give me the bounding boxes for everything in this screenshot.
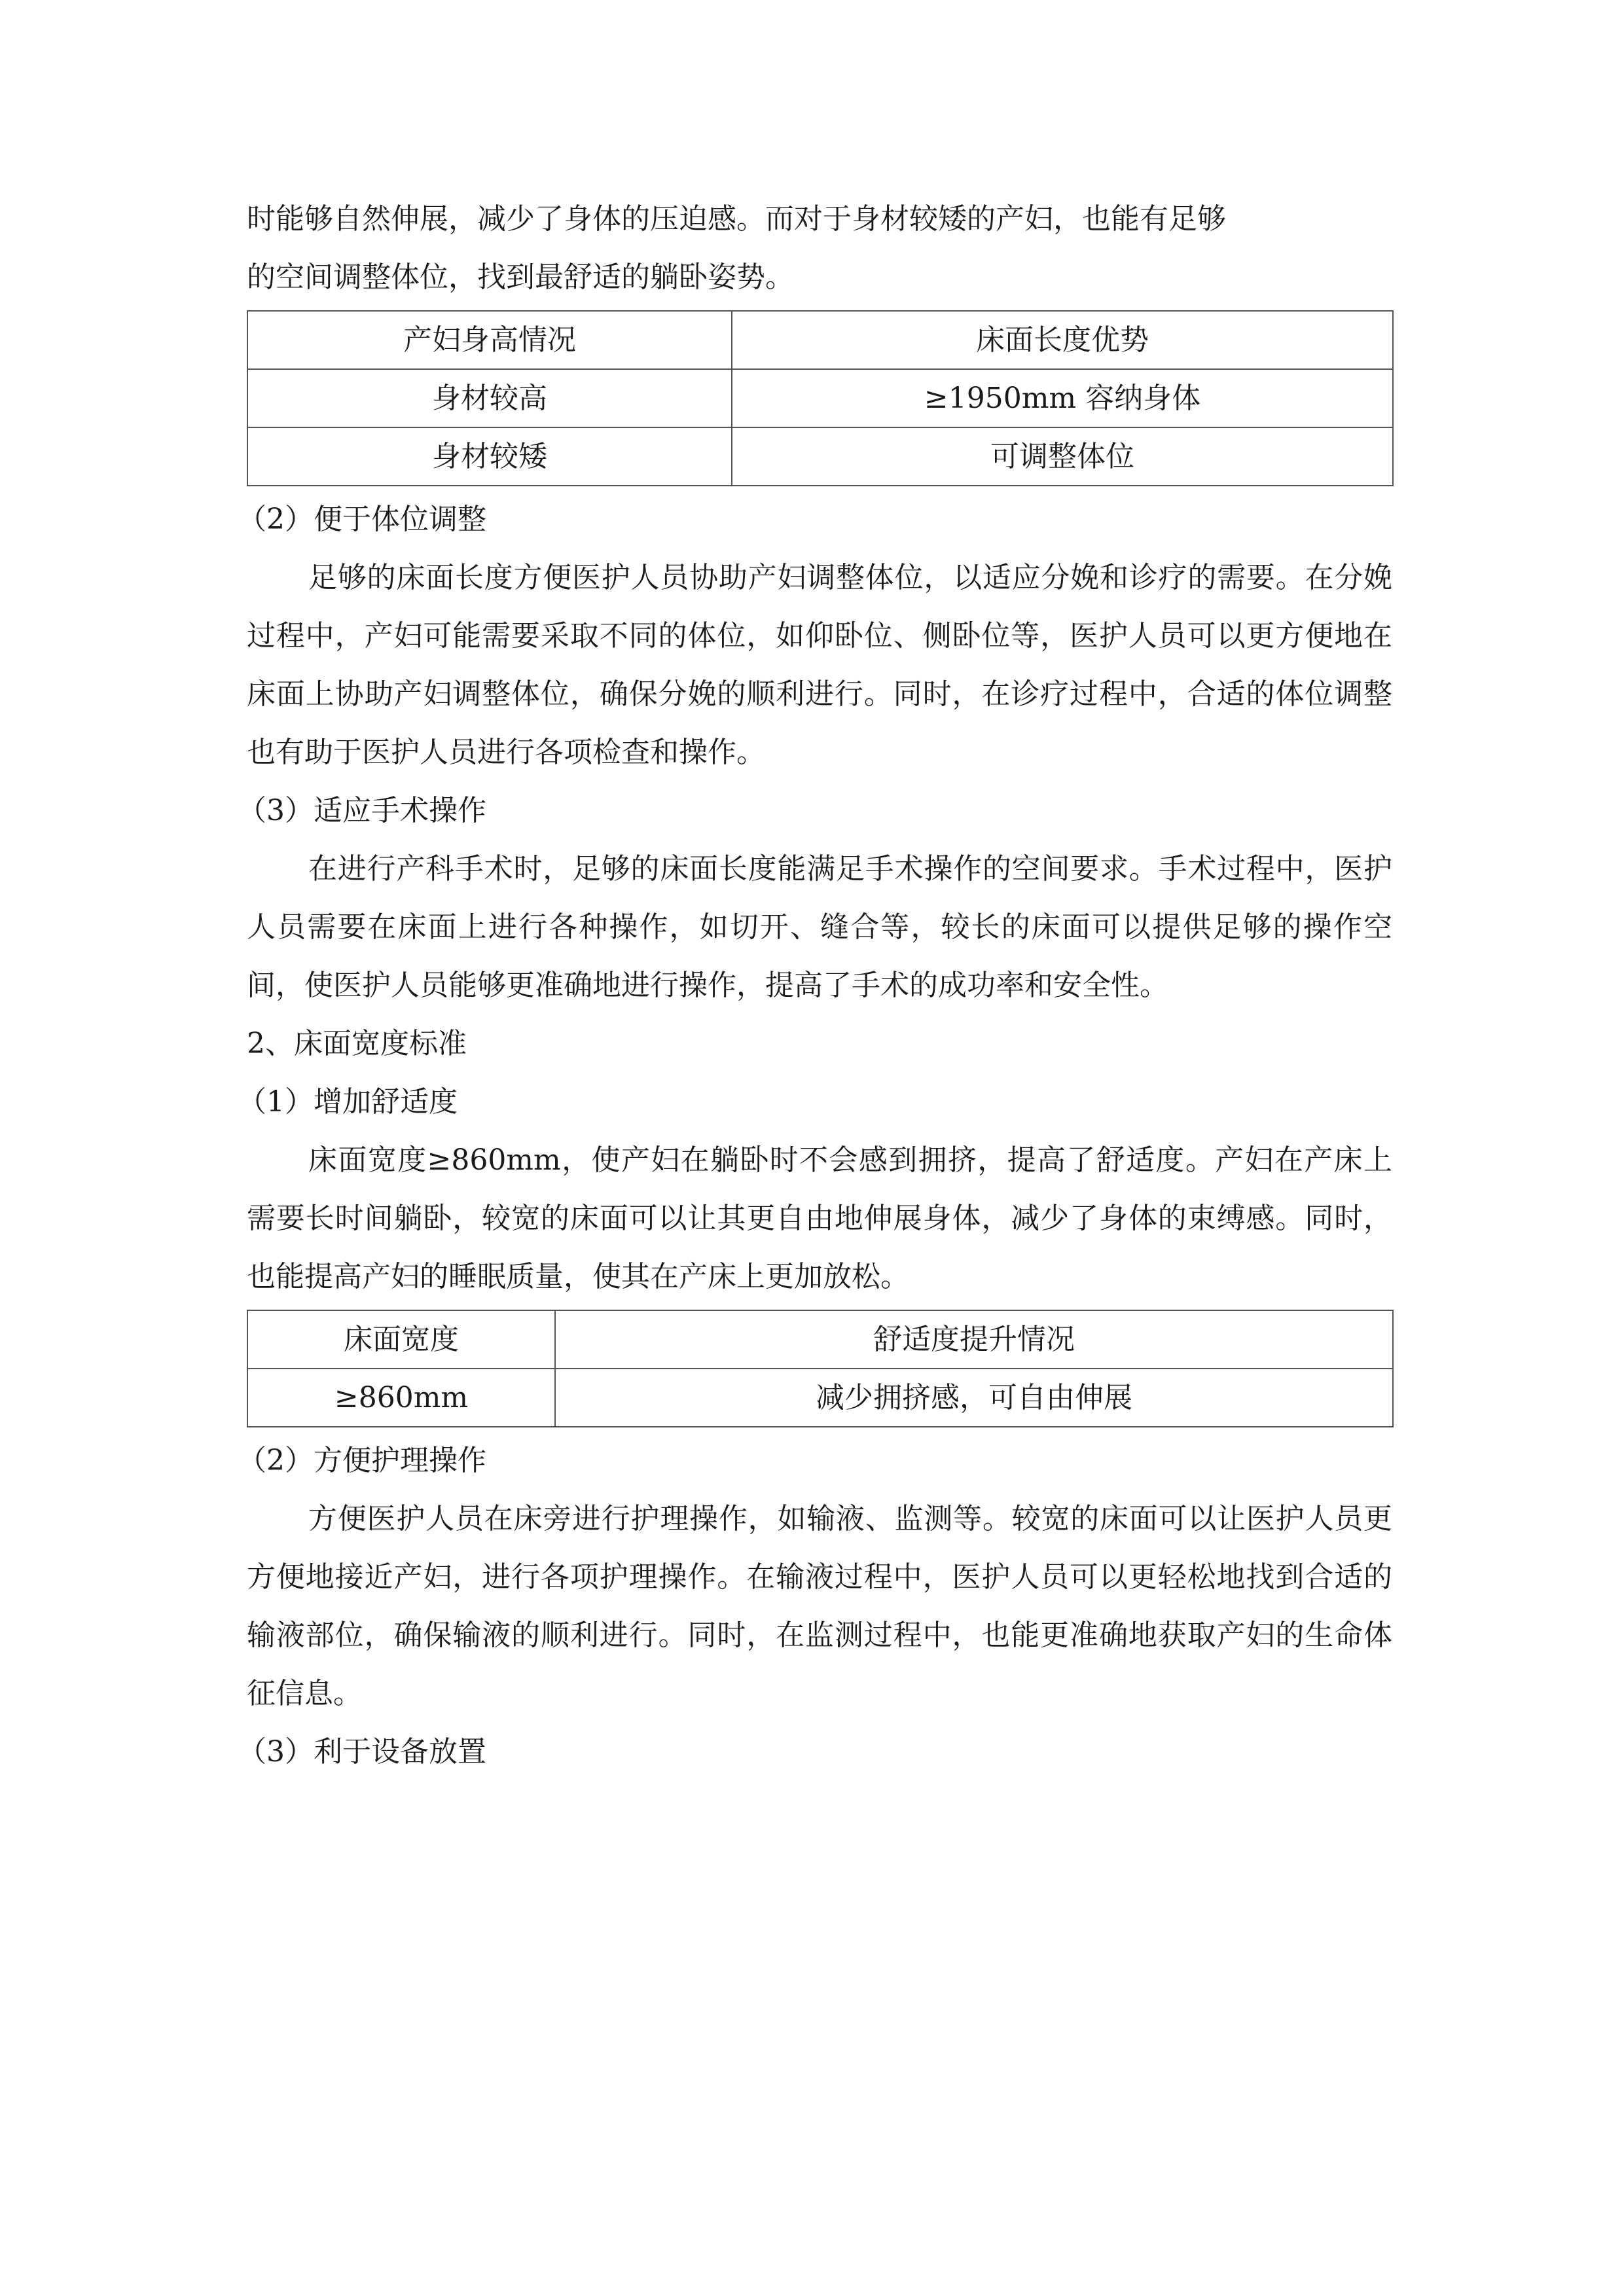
- section-body-surgery: 在进行产科手术时，足够的床面长度能满足手术操作的空间要求。手术过程中，医护人员需要在床面上进行各种操作，如切开、缝合等，较长的床面可以提供足够的操作空间，使医护人员能够更准确地进行操作，提高了手术的成功率和安全性。: [247, 852, 1392, 1002]
- section-heading-equipment: （3）利于设备放置: [238, 1735, 486, 1768]
- section-heading-comfort: （1）增加舒适度: [238, 1085, 458, 1119]
- intro-line-1: 时能够自然伸展，减少了身体的压迫感。而对于身材较矮的产妇，也能有足够: [247, 202, 1226, 236]
- section-heading-surgery: （3）适应手术操作: [238, 794, 486, 827]
- table-header-cell: 产妇身高情况: [247, 311, 732, 369]
- table-row: [247, 1369, 1393, 1427]
- section-body-posture: 足够的床面长度方便医护人员协助产妇调整体位，以适应分娩和诊疗的需要。在分娩过程中，产妇可能需要采取不同的体位，如仰卧位、侧卧位等，医护人员可以更方便地在床面上协助产妇调整体位，确保分娩的顺利进行。同时，在诊疗过程中，合适的体位调整也有助于医护人员进行各项检查和操作。: [247, 561, 1392, 769]
- table-header-cell: 舒适度提升情况: [555, 1310, 1393, 1369]
- table-cell: 身材较高: [247, 369, 732, 427]
- table-header-row: [247, 311, 1393, 369]
- section-heading-posture: （2）便于体位调整: [238, 503, 486, 536]
- table-header-cell: 床面长度优势: [732, 311, 1393, 369]
- height-length-table: [247, 310, 1394, 486]
- table-cell: 身材较矮: [247, 427, 732, 486]
- section-body-comfort: 床面宽度≥860mm，使产妇在躺卧时不会感到拥挤，提高了舒适度。产妇在产床上需要长时间躺卧，较宽的床面可以让其更自由地伸展身体，减少了身体的束缚感。同时，也能提高产妇的睡眠质量，使其在产床上更加放松。: [247, 1143, 1392, 1293]
- table-header-row: [247, 1310, 1393, 1369]
- intro-line-2: 的空间调整体位，找到最舒适的躺卧姿势。: [247, 260, 794, 294]
- table-cell: 可调整体位: [732, 427, 1393, 486]
- section-heading-nursing: （2）方便护理操作: [238, 1444, 486, 1477]
- width-comfort-table: [247, 1310, 1394, 1427]
- table-cell: ≥1950mm 容纳身体: [732, 369, 1393, 427]
- section-body-nursing: 方便医护人员在床旁进行护理操作，如输液、监测等。较宽的床面可以让医护人员更方便地接近产妇，进行各项护理操作。在输液过程中，医护人员可以更轻松地找到合适的输液部位，确保输液的顺利进行。同时，在监测过程中，也能更准确地获取产妇的生命体征信息。: [247, 1502, 1392, 1710]
- table-cell: ≥860mm: [247, 1369, 555, 1427]
- table-row: [247, 369, 1393, 427]
- table-row: [247, 427, 1393, 486]
- section-heading-width: 2、床面宽度标准: [247, 1027, 467, 1060]
- table-header-cell: 床面宽度: [247, 1310, 555, 1369]
- document-body: [238, 190, 1392, 1781]
- table-cell: 减少拥挤感，可自由伸展: [555, 1369, 1393, 1427]
